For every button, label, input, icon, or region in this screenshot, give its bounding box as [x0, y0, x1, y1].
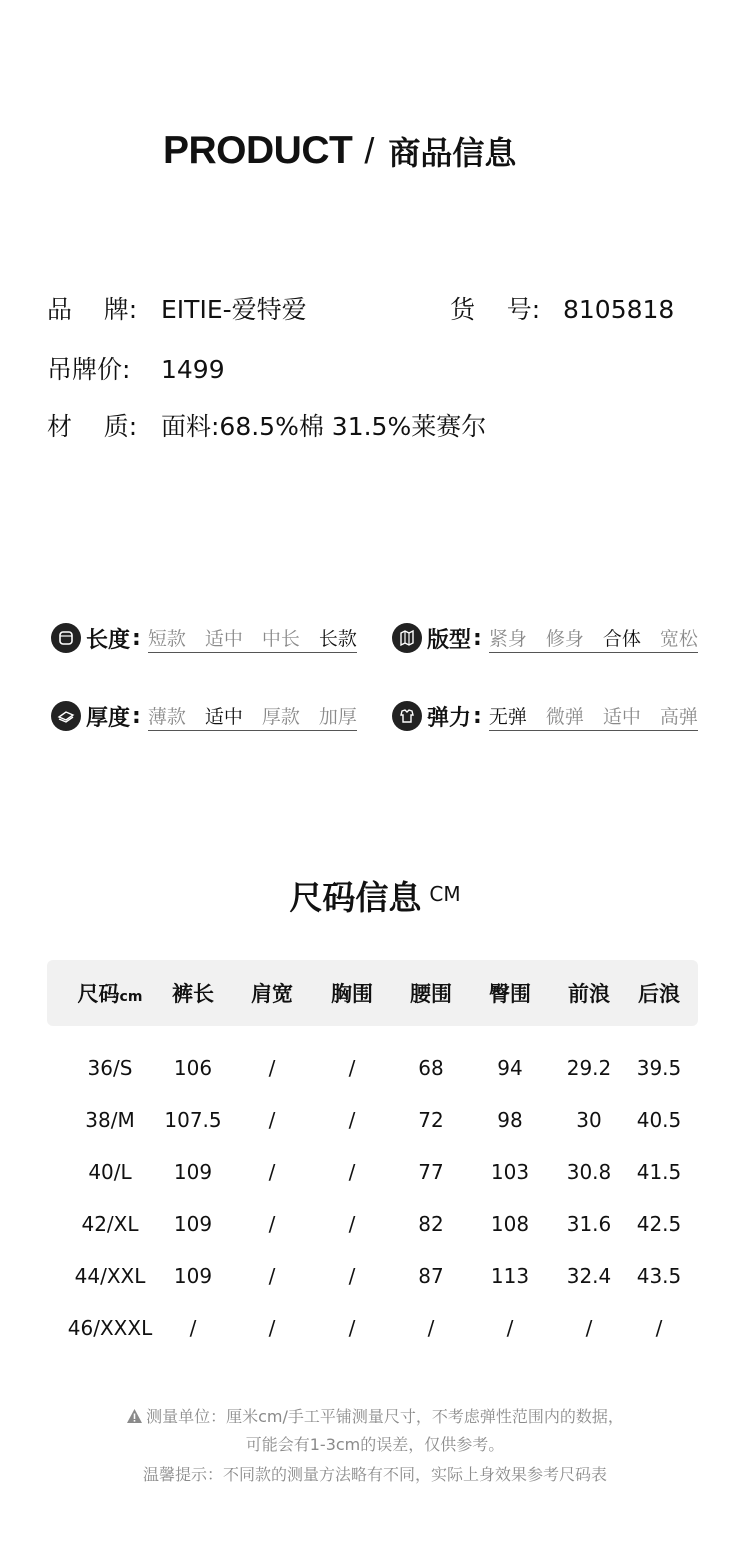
table-row-size: 36/S	[87, 1056, 133, 1080]
fit-icon	[392, 623, 422, 653]
attr-option-selected: 适中	[204, 705, 243, 728]
table-cell: 32.4	[566, 1264, 612, 1288]
table-row-size: 46/XXXL	[67, 1316, 153, 1340]
table-header-cell: 腰围	[410, 982, 452, 1006]
table-cell: /	[348, 1264, 356, 1288]
table-cell: 103	[490, 1160, 530, 1184]
table-cell: /	[506, 1316, 514, 1340]
attr-option: 加厚	[318, 705, 357, 728]
table-cell: 41.5	[636, 1160, 682, 1184]
table-cell: 72	[418, 1108, 444, 1132]
price-value: 1499	[161, 355, 225, 384]
page-title-en: PRODUCT	[163, 129, 353, 172]
table-row-size: 44/XXL	[74, 1264, 146, 1288]
sku-value: 8105818	[563, 295, 675, 324]
table-cell: 106	[173, 1056, 213, 1080]
attr-option-selected: 合体	[602, 627, 641, 650]
sku-label: 货 号:	[450, 295, 541, 324]
table-cell: /	[585, 1316, 593, 1340]
table-cell: 30	[576, 1108, 602, 1132]
attr-option: 中长	[261, 627, 300, 650]
attr-options	[148, 624, 357, 653]
brand-label: 品 牌:	[47, 295, 138, 324]
attr-option: 薄款	[147, 705, 186, 728]
table-cell: /	[268, 1264, 276, 1288]
warning-icon	[126, 1408, 143, 1428]
table-cell: /	[268, 1160, 276, 1184]
attr-option: 厚款	[261, 705, 300, 728]
table-row-size: 38/M	[85, 1108, 135, 1132]
length-icon	[51, 623, 81, 653]
attr-option: 适中	[602, 705, 641, 728]
attr-label: 厚度	[86, 705, 131, 731]
thickness-icon	[51, 701, 81, 731]
attr-option: 微弹	[545, 705, 584, 728]
table-cell: 29.2	[566, 1056, 612, 1080]
table-cell: /	[427, 1316, 435, 1340]
table-cell: /	[268, 1108, 276, 1132]
table-cell: 77	[418, 1160, 444, 1184]
table-header-unit: cm	[119, 989, 143, 1005]
table-cell: /	[268, 1316, 276, 1340]
table-cell: /	[348, 1160, 356, 1184]
table-cell: /	[348, 1056, 356, 1080]
table-cell: 43.5	[636, 1264, 682, 1288]
table-cell: /	[348, 1108, 356, 1132]
attr-label: 版型	[427, 627, 472, 653]
attr-option: 适中	[204, 627, 243, 650]
page-title	[163, 126, 516, 176]
table-cell: /	[348, 1212, 356, 1236]
size-section-title	[0, 872, 750, 919]
note-line-2: 可能会有1-3cm的误差，仅供参考。	[245, 1435, 505, 1454]
table-cell: 109	[173, 1212, 213, 1236]
page-title-cn: 商品信息	[388, 134, 517, 172]
table-header-cell: 前浪	[568, 982, 610, 1006]
attr-fit: 版型 : 紧身 修身 合体 宽松	[392, 618, 698, 658]
attr-option: 紧身	[488, 627, 527, 650]
material-label: 材 质:	[47, 412, 138, 441]
table-cell: 68	[418, 1056, 444, 1080]
table-cell: /	[268, 1056, 276, 1080]
table-cell: 107.5	[164, 1108, 222, 1132]
attr-options	[148, 702, 357, 731]
table-row-size: 40/L	[88, 1160, 132, 1184]
attr-option: 短款	[147, 627, 186, 650]
measure-note	[0, 1404, 750, 1428]
attr-options	[489, 702, 698, 731]
table-cell: 30.8	[566, 1160, 612, 1184]
table-cell: 94	[497, 1056, 523, 1080]
table-cell: 87	[418, 1264, 444, 1288]
material-value: 面料:68.5%棉 31.5%莱赛尔	[161, 412, 487, 441]
table-cell: 82	[418, 1212, 444, 1236]
table-cell: /	[348, 1316, 356, 1340]
table-cell: 113	[490, 1264, 530, 1288]
attr-option: 宽松	[659, 627, 698, 650]
attr-label: 长度	[86, 627, 131, 653]
table-header-cell: 胸围	[331, 982, 373, 1006]
attr-option: 高弹	[659, 705, 698, 728]
table-header-cell: 尺码cm	[77, 982, 143, 1006]
attr-elasticity: 弹力 : 无弹 微弹 适中 高弹	[392, 696, 698, 736]
table-cell: /	[655, 1316, 663, 1340]
table-cell: 39.5	[636, 1056, 682, 1080]
attr-thickness: 厚度 : 薄款 适中 厚款 加厚	[51, 696, 357, 736]
table-cell: 98	[497, 1108, 523, 1132]
attr-length: 长度 : 短款 适中 中长 长款	[51, 618, 357, 658]
title-divider: /	[364, 130, 375, 171]
table-row-size: 42/XL	[81, 1212, 139, 1236]
elasticity-icon	[392, 701, 422, 731]
size-unit: CM	[429, 882, 461, 906]
table-cell: /	[268, 1212, 276, 1236]
note-line-3: 温馨提示：不同款的测量方法略有不同，实际上身效果参考尺码表	[142, 1465, 607, 1484]
table-header-cell: 后浪	[638, 982, 680, 1006]
table-cell: 40.5	[636, 1108, 682, 1132]
attr-options	[489, 624, 698, 653]
table-cell: 31.6	[566, 1212, 612, 1236]
note-line-1: 测量单位：厘米cm/手工平铺测量尺寸，不考虑弹性范围内的数据，	[146, 1407, 624, 1426]
table-header-cell: 臀围	[489, 982, 531, 1006]
table-cell: 109	[173, 1160, 213, 1184]
size-title: 尺码信息	[289, 878, 422, 917]
attr-option: 修身	[545, 627, 584, 650]
attr-label: 弹力	[427, 705, 472, 731]
table-cell: 42.5	[636, 1212, 682, 1236]
table-cell: 109	[173, 1264, 213, 1288]
table-header-cell: 肩宽	[251, 982, 293, 1006]
table-cell: 108	[490, 1212, 530, 1236]
price-label: 吊牌价:	[47, 355, 131, 384]
brand-value: EITIE-爱特爱	[161, 295, 307, 324]
table-header-cell: 裤长	[172, 982, 214, 1006]
table-cell: /	[189, 1316, 197, 1340]
attr-option-selected: 无弹	[488, 705, 527, 728]
attr-option-selected: 长款	[318, 627, 357, 650]
